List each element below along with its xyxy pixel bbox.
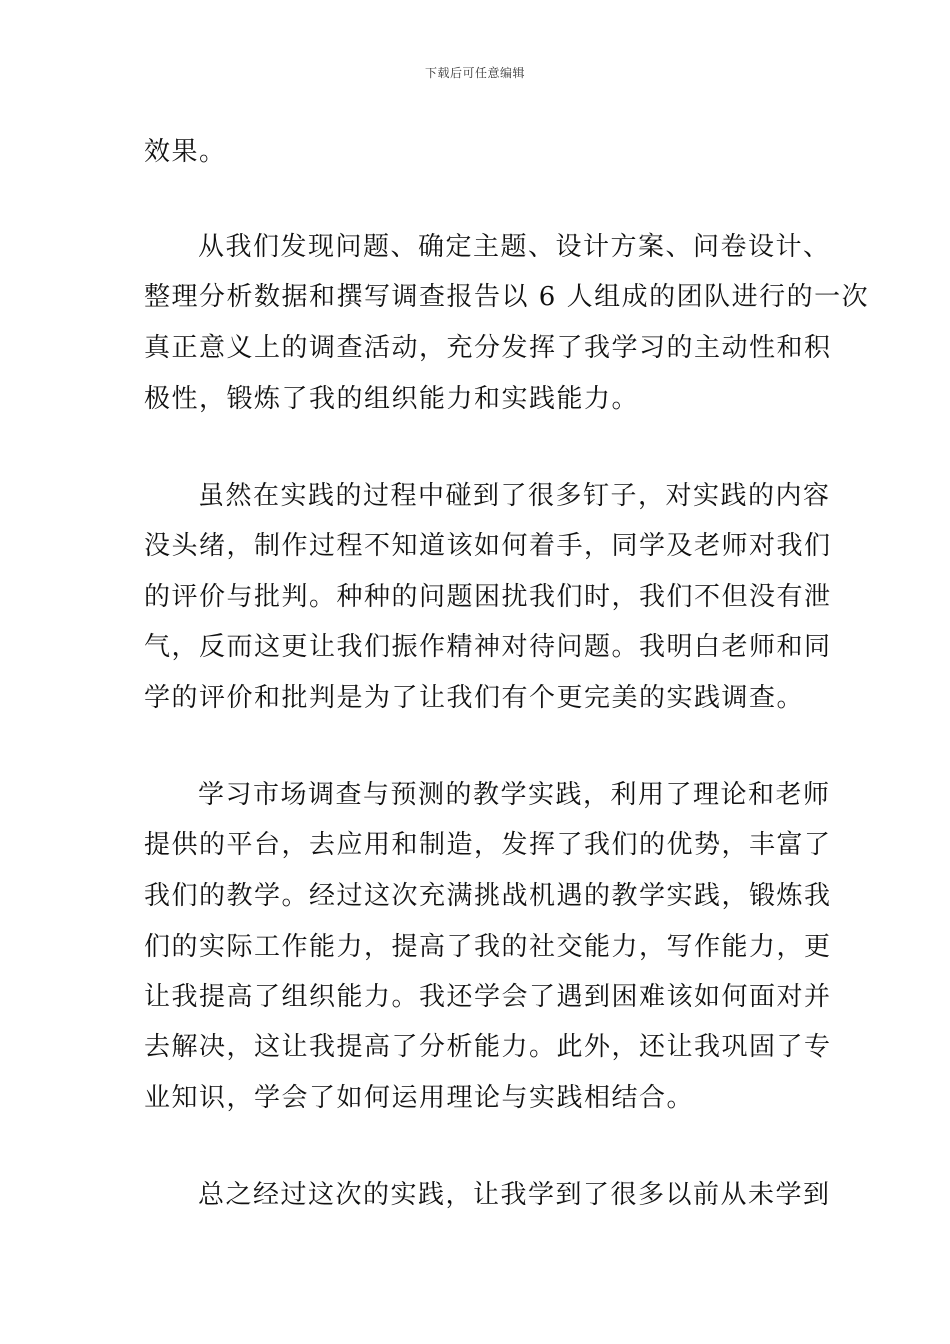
text-line: 真正意义上的调查活动，充分发挥了我学习的主动性和积: [144, 333, 832, 363]
text-line: 去解决，这让我提高了分析能力。此外，还让我巩固了专: [144, 1032, 832, 1062]
text-line: 总之经过这次的实践，让我学到了很多以前从未学到: [198, 1180, 831, 1210]
text-line: 极性，锻炼了我的组织能力和实践能力。: [144, 384, 640, 414]
text-line: 让我提高了组织能力。我还学会了遇到困难该如何面对并: [144, 982, 832, 1012]
text-line: 提供的平台，去应用和制造，发挥了我们的优势，丰富了: [144, 830, 832, 860]
text-line: 从我们发现问题、确定主题、设计方案、问卷设计、: [198, 232, 831, 262]
text-line: 的评价与批判。种种的问题困扰我们时，我们不但没有泄: [144, 582, 832, 612]
text-line: 学的评价和批判是为了让我们有个更完美的实践调查。: [144, 683, 805, 713]
text-line: 效果。: [144, 137, 227, 167]
text-line: 整理分析数据和撰写调查报告以 6 人组成的团队进行的一次: [144, 282, 870, 312]
text-line: 虽然在实践的过程中碰到了很多钉子，对实践的内容: [198, 481, 831, 511]
text-line: 我们的教学。经过这次充满挑战机遇的教学实践，锻炼我: [144, 881, 832, 911]
text-line: 们的实际工作能力，提高了我的社交能力，写作能力，更: [144, 932, 832, 962]
text-line: 没头绪，制作过程不知道该如何着手，同学及老师对我们: [144, 531, 832, 561]
text-line: 气，反而这更让我们振作精神对待问题。我明白老师和同: [144, 632, 832, 662]
text-line: 学习市场调查与预测的教学实践，利用了理论和老师: [198, 780, 831, 810]
text-line: 业知识，学会了如何运用理论与实践相结合。: [144, 1083, 695, 1113]
page-header: 下载后可任意编辑: [424, 66, 525, 80]
